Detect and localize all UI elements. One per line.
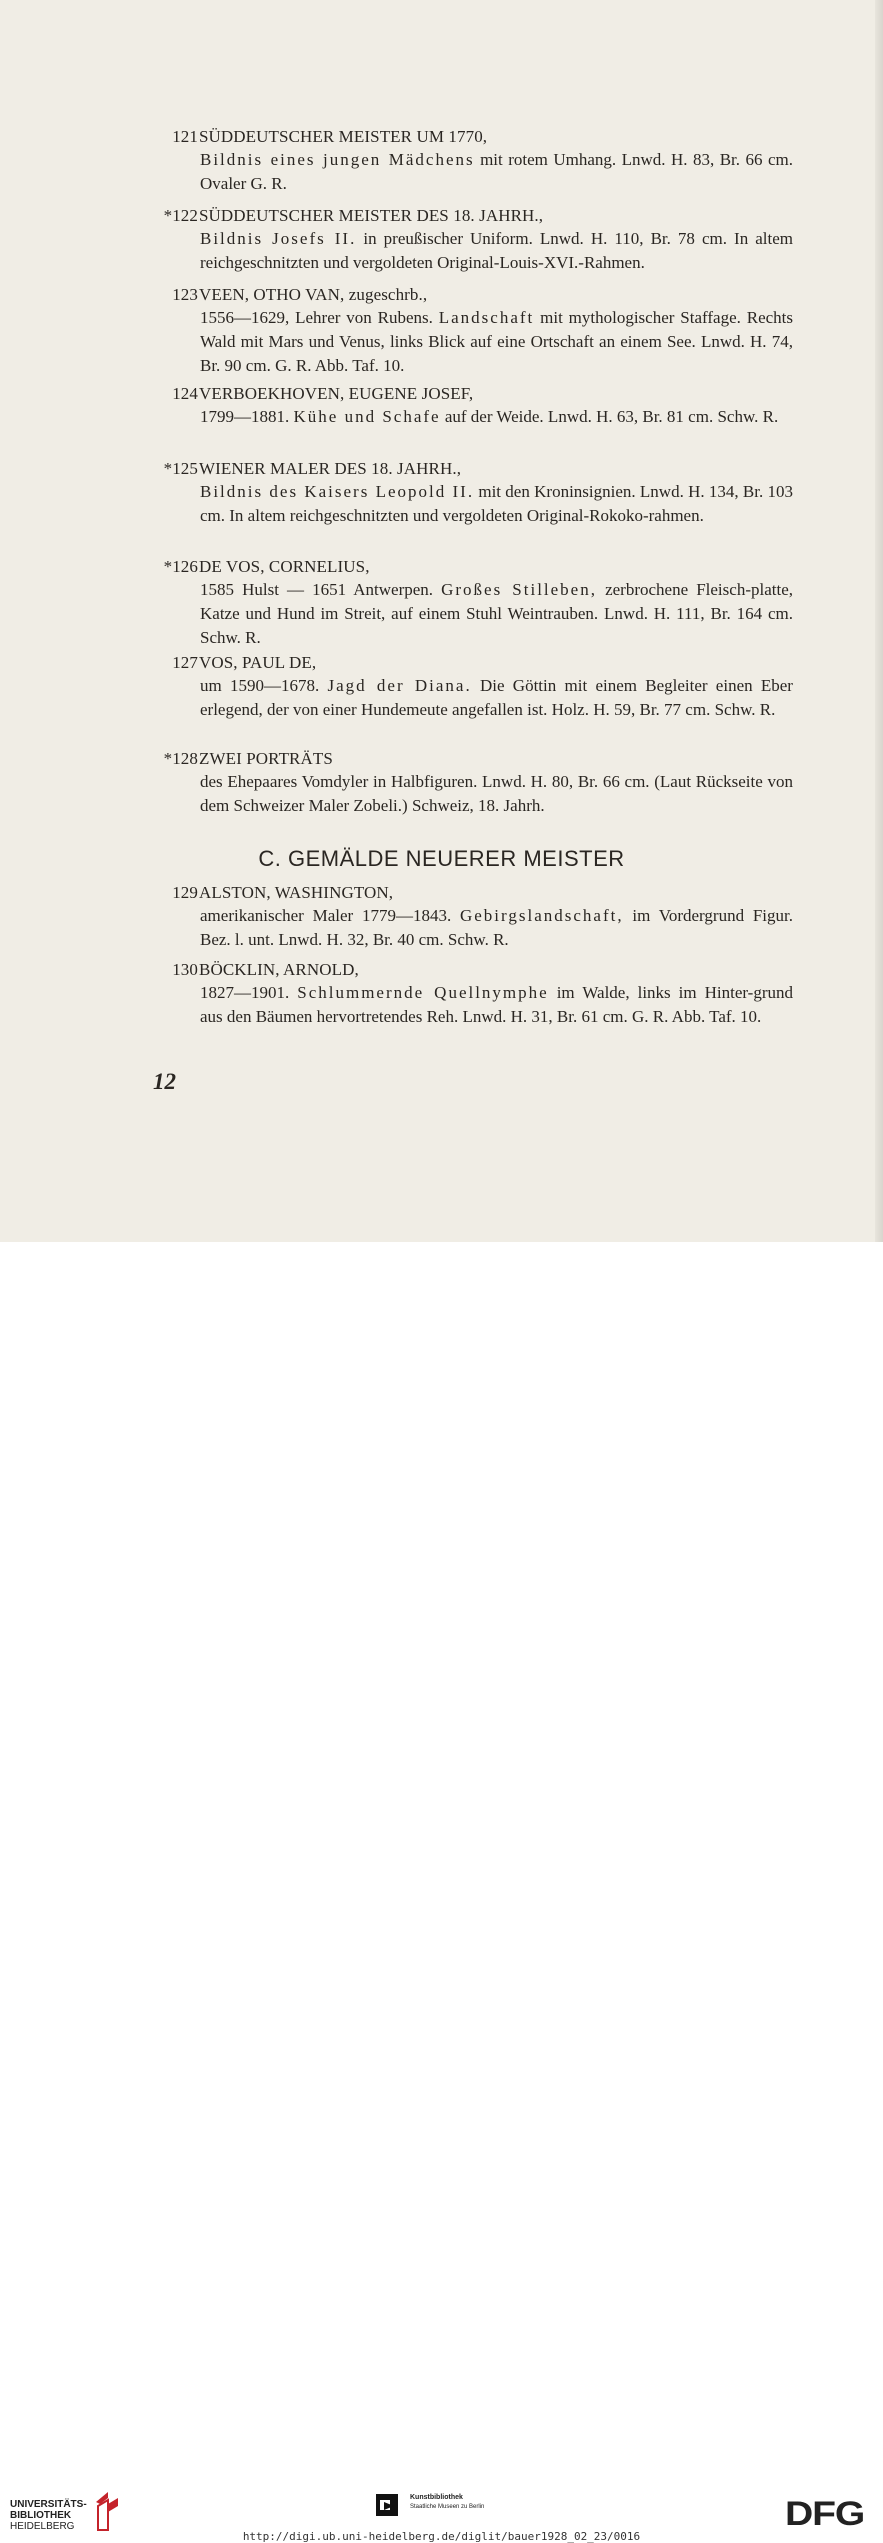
page-edge	[875, 0, 883, 1242]
university-library-logo[interactable]: UNIVERSITÄTS- BIBLIOTHEK HEIDELBERG	[10, 2499, 87, 2532]
artist-name: VOS, PAUL DE,	[199, 653, 317, 672]
catalog-entry-129	[148, 882, 793, 952]
entry-description: des Ehepaares Vomdyler in Halbfiguren. Lnwd. H. 80, Br. 66 cm. (Laut Rückseite von dem Schweizer Maler Zobeli.) Schweiz, 18. Jahrh.	[200, 772, 793, 815]
kunstbibliothek-logo-icon	[376, 2492, 400, 2518]
catalog-entry-126	[148, 556, 793, 650]
entry-description: 1799—1881. Kühe und Schafe auf der Weide. Lnwd. H. 63, Br. 81 cm. Schw. R.	[200, 407, 779, 426]
entry-number: *122	[163, 206, 198, 225]
artwork-title: Gebirgslandschaft,	[459, 906, 624, 925]
artist-name: VEEN, OTHO VAN, zugeschrb.,	[199, 285, 428, 304]
entry-description: 1585 Hulst — 1651 Antwerpen. Großes Stilleben, zerbrochene Fleisch-platte, Katze und Hund im Streit, auf einem Stuhl Weintrauben. Lnwd. H. 111, Br. 164 cm. Schw. R.	[200, 580, 793, 647]
artist-name: SÜDDEUTSCHER MEISTER DES 18. JAHRH.,	[199, 206, 544, 225]
artist-name: ALSTON, WASHINGTON,	[199, 883, 394, 902]
entry-number: *128	[163, 749, 198, 768]
entry-description: Bildnis Josefs II. in preußischer Uniform. Lnwd. H. 110, Br. 78 cm. In altem reichgeschnitzten und vergoldeten Original-Louis-XVI.-Rahmen.	[200, 229, 794, 272]
catalog-entry-125	[148, 458, 793, 528]
entry-description: amerikanischer Maler 1779—1843. Gebirgslandschaft, im Vordergrund Figur. Bez. l. unt. Lnwd. H. 32, Br. 40 cm. Schw. R.	[200, 906, 793, 949]
kunstbibliothek-label[interactable]: Kunstbibliothek Staatliche Museen zu Berlin	[410, 2494, 485, 2510]
artist-name: SÜDDEUTSCHER MEISTER UM 1770,	[199, 127, 488, 146]
artwork-title: Schlummernde Quellnymphe	[297, 983, 549, 1002]
page-url[interactable]: http://digi.ub.uni-heidelberg.de/diglit/bauer1928_02_23/0016	[242, 2530, 641, 2543]
artist-name: DE VOS, CORNELIUS,	[199, 557, 370, 576]
entry-description: 1827—1901. Schlummernde Quellnymphe im Walde, links im Hinter-grund aus den Bäumen hervortretendes Reh. Lnwd. H. 31, Br. 61 cm. G. R. Abb. Taf. 10.	[200, 983, 794, 1026]
entry-description: um 1590—1678. Jagd der Diana. Die Göttin mit einem Begleiter einen Eber erlegend, der von einer Hundemeute angefallen ist. Holz. H. 59, Br. 77 cm. Schw. R.	[200, 676, 793, 719]
artwork-title: Bildnis Josefs II.	[200, 229, 357, 248]
catalog-entry-124	[148, 383, 793, 429]
dfg-logo[interactable]: DFG	[785, 2495, 865, 2533]
artwork-title: Bildnis des Kaisers Leopold II.	[200, 482, 475, 501]
viewer-footer	[0, 1242, 883, 2543]
entry-number: 129	[172, 883, 198, 902]
artist-name: VERBOEKHOVEN, EUGENE JOSEF,	[199, 384, 474, 403]
artwork-title: Kühe und Schafe	[293, 407, 441, 426]
catalog-entry-122	[148, 205, 793, 275]
catalog-entry-121	[148, 126, 793, 196]
artist-name: WIENER MALER DES 18. JAHRH.,	[199, 459, 462, 478]
catalog-entry-123	[148, 284, 793, 378]
catalog-entry-127	[148, 652, 793, 722]
artist-name: ZWEI PORTRÄTS	[199, 749, 333, 768]
artist-name: BÖCKLIN, ARNOLD,	[199, 960, 359, 979]
page-number: 12	[153, 1069, 176, 1094]
entry-number: 127	[172, 653, 198, 672]
artwork-title: Großes Stilleben,	[441, 580, 597, 599]
entry-number: *126	[163, 557, 198, 576]
entry-number: 123	[172, 285, 198, 304]
section-title: C. GEMÄLDE NEUERER MEISTER	[258, 846, 625, 871]
entry-description: Bildnis eines jungen Mädchens mit rotem Umhang. Lnwd. H. 83, Br. 66 cm. Ovaler G. R.	[200, 150, 793, 193]
artwork-title: Bildnis eines jungen Mädchens	[200, 150, 475, 169]
artwork-title: Landschaft	[438, 308, 535, 327]
entry-number: *125	[163, 459, 198, 478]
entry-number: 130	[172, 960, 198, 979]
catalog-entry-128	[148, 748, 793, 818]
entry-number: 121	[172, 127, 198, 146]
document-page	[0, 0, 883, 1242]
entry-description: 1556—1629, Lehrer von Rubens. Landschaft mit mythologischer Staffage. Rechts Wald mit Mars und Venus, links Blick auf eine Ortschaft an einem See. Lnwd. H. 74, Br. 90 cm. G. R. Abb. Taf. 10.	[200, 308, 793, 375]
entry-number: 124	[172, 384, 198, 403]
artwork-title: Jagd der Diana.	[327, 676, 472, 695]
entry-description: Bildnis des Kaisers Leopold II. mit den Kroninsignien. Lnwd. H. 134, Br. 103 cm. In altem reichgeschnitzten und vergoldeten Original-Rokoko-rahmen.	[200, 482, 794, 525]
catalog-entry-130	[148, 959, 793, 1029]
university-library-mark-icon	[90, 2490, 120, 2532]
